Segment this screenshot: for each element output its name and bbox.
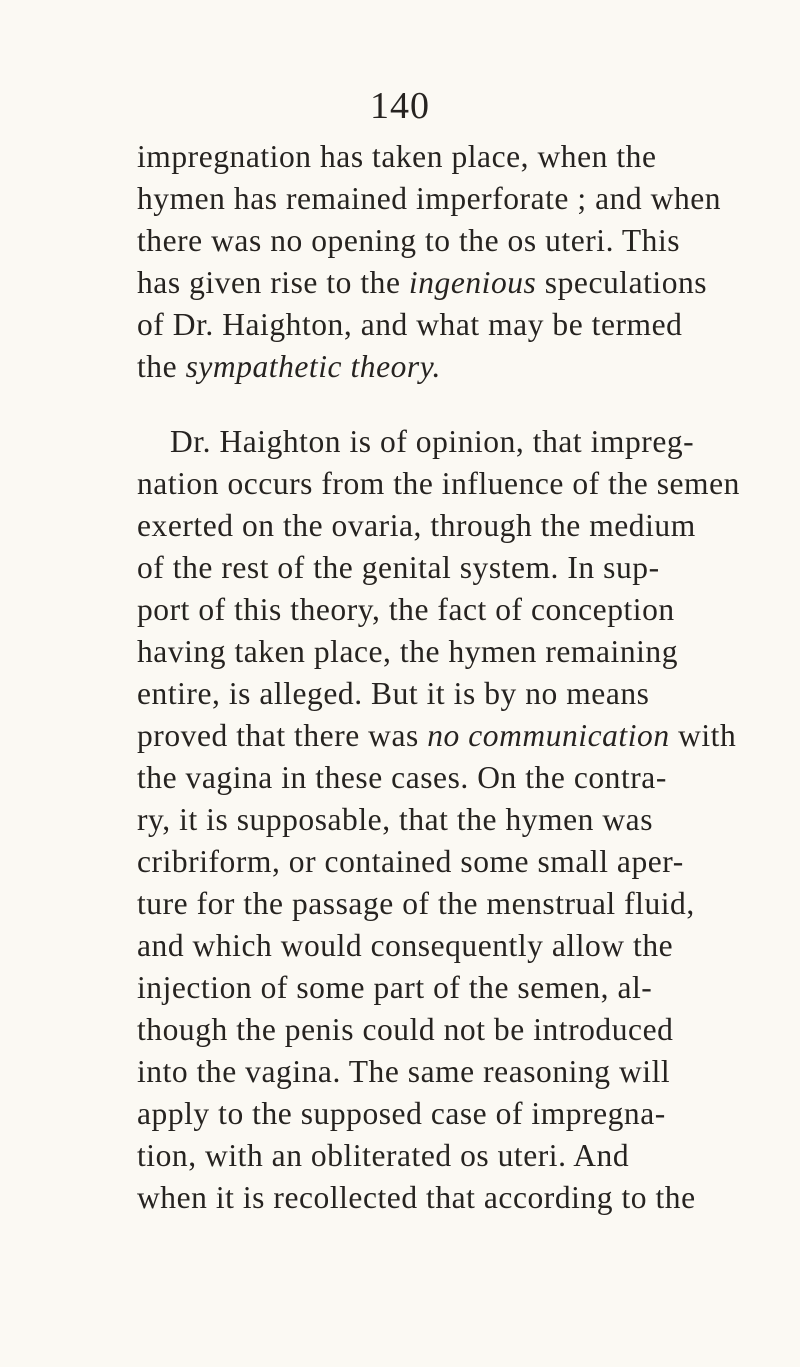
text-line	[137, 715, 787, 757]
page-number: 140	[370, 85, 430, 127]
text-line: of Dr. Haighton, and what may be termed	[137, 307, 683, 342]
text-line: entire, is alleged. But it is by no means	[137, 676, 650, 711]
text-line	[137, 346, 787, 388]
text-line: there was no opening to the os uteri. This	[137, 223, 681, 258]
text-run: with	[669, 718, 737, 753]
italic-text: no communication	[427, 718, 670, 753]
text-line: cribriform, or contained some small aper-	[137, 844, 684, 879]
text-line: of the rest of the genital system. In sup-	[137, 550, 660, 585]
text-line: apply to the supposed case of impregna-	[137, 1096, 666, 1131]
text-run: has given rise to the	[137, 265, 409, 300]
text-line: port of this theory, the fact of conception	[137, 592, 675, 627]
text-line: into the vagina. The same reasoning will	[137, 1054, 671, 1089]
text-run: proved that there was	[137, 718, 428, 753]
text-line	[137, 262, 787, 304]
text-line: injection of some part of the semen, al-	[137, 970, 653, 1005]
text-line: ture for the passage of the menstrual fluid,	[137, 886, 695, 921]
paragraph-2	[137, 421, 787, 1219]
text-run: speculations	[536, 265, 708, 300]
text-line: Dr. Haighton is of opinion, that impreg-	[170, 424, 695, 459]
text-line: ry, it is supposable, that the hymen was	[137, 802, 654, 837]
text-line: the vagina in these cases. On the contra-	[137, 760, 667, 795]
italic-text: sympathetic theory.	[185, 349, 441, 384]
italic-text: ingenious	[408, 265, 537, 300]
text-line: exerted on the ovaria, through the medium	[137, 508, 696, 543]
text-line: nation occurs from the influence of the semen	[137, 466, 740, 501]
text-line: and which would consequently allow the	[137, 928, 674, 963]
text-line: though the penis could not be introduced	[137, 1012, 674, 1047]
text-line: impregnation has taken place, when the	[137, 139, 657, 174]
text-line: having taken place, the hymen remaining	[137, 634, 679, 669]
text-line: when it is recollected that according to the	[137, 1180, 696, 1215]
text-line: tion, with an obliterated os uteri. And	[137, 1138, 630, 1173]
text-run: the	[137, 349, 186, 384]
text-line: hymen has remained imperforate ; and when	[137, 181, 722, 216]
paragraph-1	[137, 136, 787, 388]
